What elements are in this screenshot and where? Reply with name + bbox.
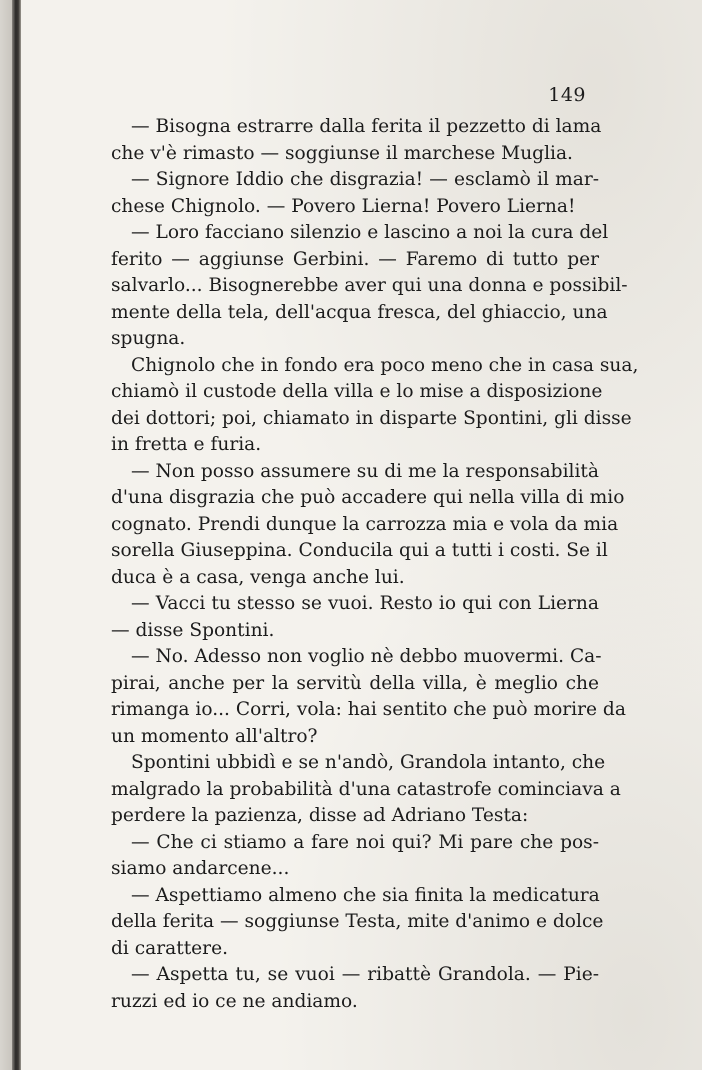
text-line: — Aspetta tu, se vuoi — ribattè Grandola. — Pie- xyxy=(131,964,599,985)
text-line: cognato. Prendi dunque la carrozza mia e vola da mia xyxy=(111,513,619,535)
text-line: — Non posso assumere su di me la responsabilità xyxy=(131,460,599,482)
text-line: siamo andarcene... xyxy=(111,858,290,879)
text-line: spugna. xyxy=(111,328,186,349)
text-line: ruzzi ed io ce ne andiamo. xyxy=(111,990,358,1012)
text-line: malgrado la probabilità d'una catastrofe cominciava a xyxy=(111,778,621,800)
text-line: un momento all'altro? xyxy=(111,725,318,747)
text-line: — Bisogna estrarre dalla ferita il pezzetto di lama xyxy=(131,116,602,137)
text-line: — Vacci tu stesso se vuoi. Resto io qui con Lierna xyxy=(131,593,599,614)
text-line: salvarlo... Bisognerebbe aver qui una donna e possibil- xyxy=(111,275,628,296)
text-line: — Che ci stiamo a fare noi qui? Mi pare che pos- xyxy=(131,831,599,853)
body-text xyxy=(111,114,639,1015)
text-line: d'una disgrazia che può accadere qui nella villa di mio xyxy=(111,487,625,508)
text-line: mente della tela, dell'acqua fresca, del ghiaccio, una xyxy=(111,301,608,323)
text-line: chiamò il custode della villa e lo mise a disposizione xyxy=(111,381,603,402)
text-line: dei dottori; poi, chiamato in disparte Spontini, gli disse xyxy=(111,407,632,429)
text-line: perdere la pazienza, disse ad Adriano Testa: xyxy=(111,805,529,826)
text-line: — disse Spontini. xyxy=(111,619,275,641)
text-line: pirai, anche per la servitù della villa, è meglio che xyxy=(111,672,599,694)
text-line: in fretta e furia. xyxy=(111,434,262,455)
text-line: chese Chignolo. — Povero Lierna! Povero Lierna! xyxy=(111,195,576,217)
text-line: sorella Giuseppina. Conducila qui a tutti i costi. Se il xyxy=(111,540,608,561)
text-line: Chignolo che in fondo era poco meno che in casa sua, xyxy=(131,354,639,376)
page-edge-shadow xyxy=(0,0,12,1070)
text-line: rimanga io... Corri, vola: hai sentito che può morire da xyxy=(111,699,626,720)
text-line: — Aspettiamo almeno che sia finita la medicatura xyxy=(131,884,600,906)
page-number: 149 xyxy=(548,84,586,106)
text-line: della ferita — soggiunse Testa, mite d'animo e dolce xyxy=(111,911,604,932)
text-line: di carattere. xyxy=(111,937,228,959)
text-line: che v'è rimasto — soggiunse il marchese Muglia. xyxy=(111,142,573,164)
text-line: duca è a casa, venga anche lui. xyxy=(111,566,405,588)
text-line: Spontini ubbidì e se n'andò, Grandola intanto, che xyxy=(131,752,606,773)
text-line: — No. Adesso non voglio nè debbo muovermi. Ca- xyxy=(131,646,602,667)
text-line: — Signore Iddio che disgrazia! — esclamò il mar- xyxy=(131,169,599,190)
binding-gutter xyxy=(12,0,21,1070)
text-line: — Loro facciano silenzio e lascino a noi la cura del xyxy=(131,222,609,243)
text-line: ferito — aggiunse Gerbini. — Faremo di tutto per xyxy=(111,248,599,270)
